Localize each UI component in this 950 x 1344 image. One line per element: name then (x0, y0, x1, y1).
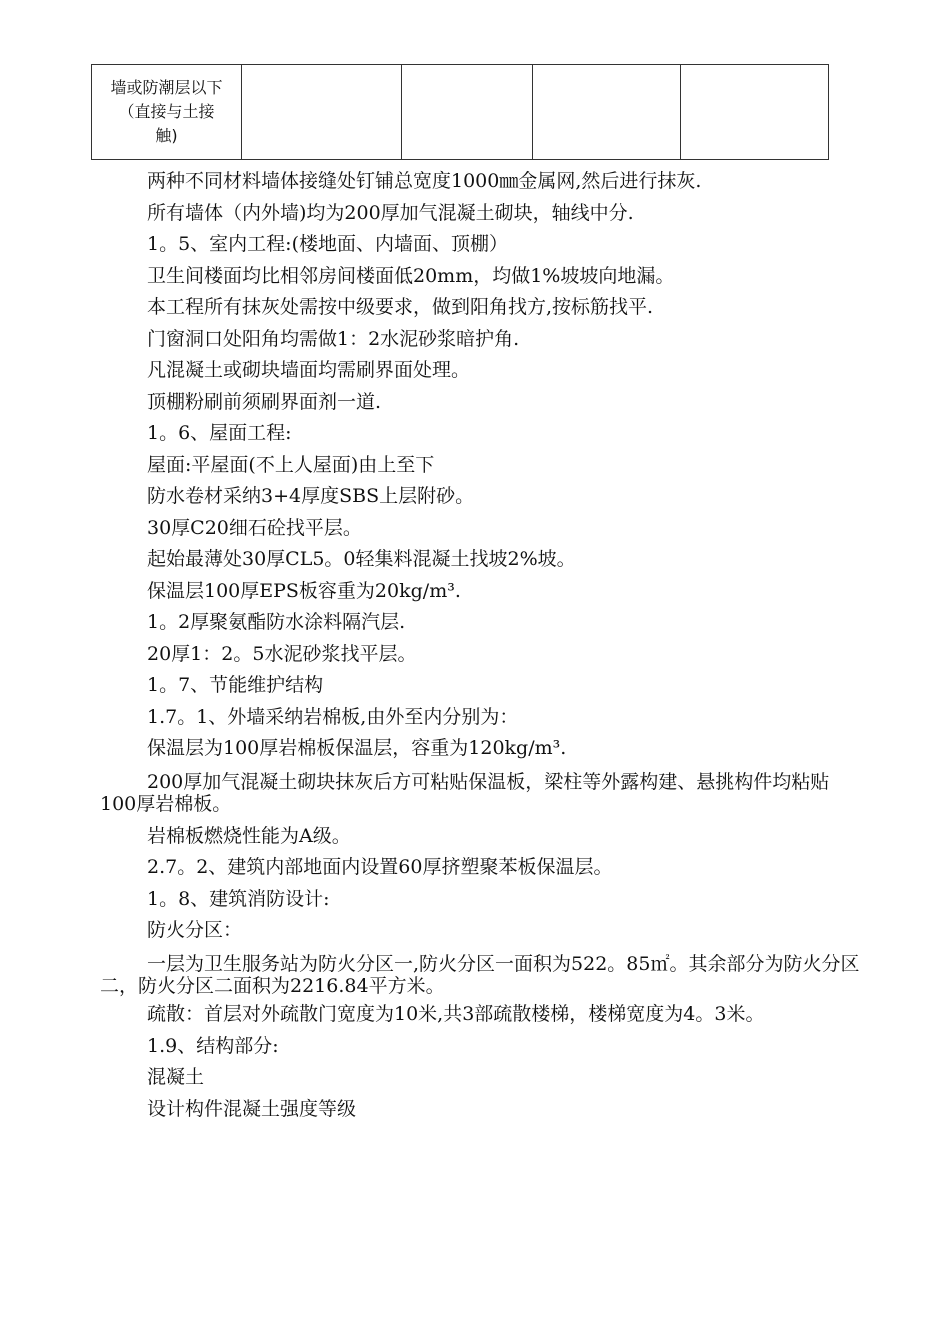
paragraph: 20厚1：2。5水泥砂浆找平层。 (147, 642, 417, 665)
table-cell (242, 65, 402, 160)
paragraph: 门窗洞口处阳角均需做1：2水泥砂浆暗护角. (147, 327, 520, 350)
paragraph: 设计构件混凝土强度等级 (147, 1097, 357, 1120)
paragraph: 混凝土 (147, 1066, 205, 1088)
paragraph: 凡混凝土或砌块墙面均需刷界面处理。 (147, 359, 471, 381)
paragraph: 屋面:平屋面(不上人屋面)由上至下 (147, 453, 435, 476)
material-table (91, 64, 829, 160)
paragraph: 防火分区： (147, 919, 243, 941)
paragraph: 2.7。2、建筑内部地面内设置60厚挤塑聚苯板保温层。 (147, 856, 613, 878)
section-heading: 1.9、结构部分: (147, 1034, 279, 1057)
paragraph: 一层为卫生服务站为防火分区一,防火分区一面积为522。85㎡。其余部分为防火分区二，防火分区二面积为2216.84平方米。 (100, 952, 860, 997)
paragraph: 保温层为100厚岩棉板保温层，容重为120kg/m³. (147, 737, 567, 759)
table-cell (681, 65, 829, 160)
paragraph: 防水卷材采纳3+4厚度SBS上层附砂。 (147, 485, 475, 507)
paragraph: 1。2厚聚氨酯防水涂料隔汽层. (147, 611, 406, 633)
paragraph: 起始最薄处30厚CL5。0轻集料混凝土找坡2%坡。 (147, 548, 576, 570)
table-cell (533, 65, 681, 160)
paragraph: 200厚加气混凝土砌块抹灰后方可粘贴保温板，梁柱等外露构建、悬挑构件均粘贴100厚岩棉板。 (100, 770, 830, 815)
paragraph: 两种不同材料墙体接缝处钉铺总宽度1000㎜金属网,然后进行抹灰. (147, 170, 702, 192)
section-heading: 1。6、屋面工程: (147, 422, 292, 444)
section-heading: 1。5、室内工程:(楼地面、内墙面、顶棚） (147, 233, 508, 255)
table-cell-wall-below-dampproof: 墙或防潮层以下 （直接与土接 触) (92, 65, 242, 160)
paragraph: 疏散：首层对外疏散门宽度为10米,共3部疏散楼梯，楼梯宽度为4。3米。 (147, 1002, 765, 1025)
paragraph: 本工程所有抹灰处需按中级要求，做到阳角找方,按标筋找平. (147, 296, 654, 318)
table-row (92, 65, 829, 160)
table-cell (402, 65, 533, 160)
paragraph: 保温层100厚EPS板容重为20kg/m³. (147, 579, 461, 602)
paragraph: 1.7。1、外墙采纳岩棉板,由外至内分别为： (147, 705, 519, 728)
section-heading: 1。7、节能维护结构 (147, 674, 324, 696)
paragraph: 顶棚粉刷前须刷界面剂一道. (147, 390, 382, 413)
paragraph: 岩棉板燃烧性能为A级。 (147, 824, 351, 847)
body-text (100, 166, 860, 1125)
paragraph: 卫生间楼面均比相邻房间楼面低20mm，均做1%坡坡向地漏。 (147, 264, 675, 287)
paragraph: 30厚C20细石砼找平层。 (147, 516, 362, 539)
paragraph: 所有墙体（内外墙)均为200厚加气混凝土砌块，轴线中分. (147, 201, 634, 224)
section-heading: 1。8、建筑消防设计: (147, 887, 330, 910)
